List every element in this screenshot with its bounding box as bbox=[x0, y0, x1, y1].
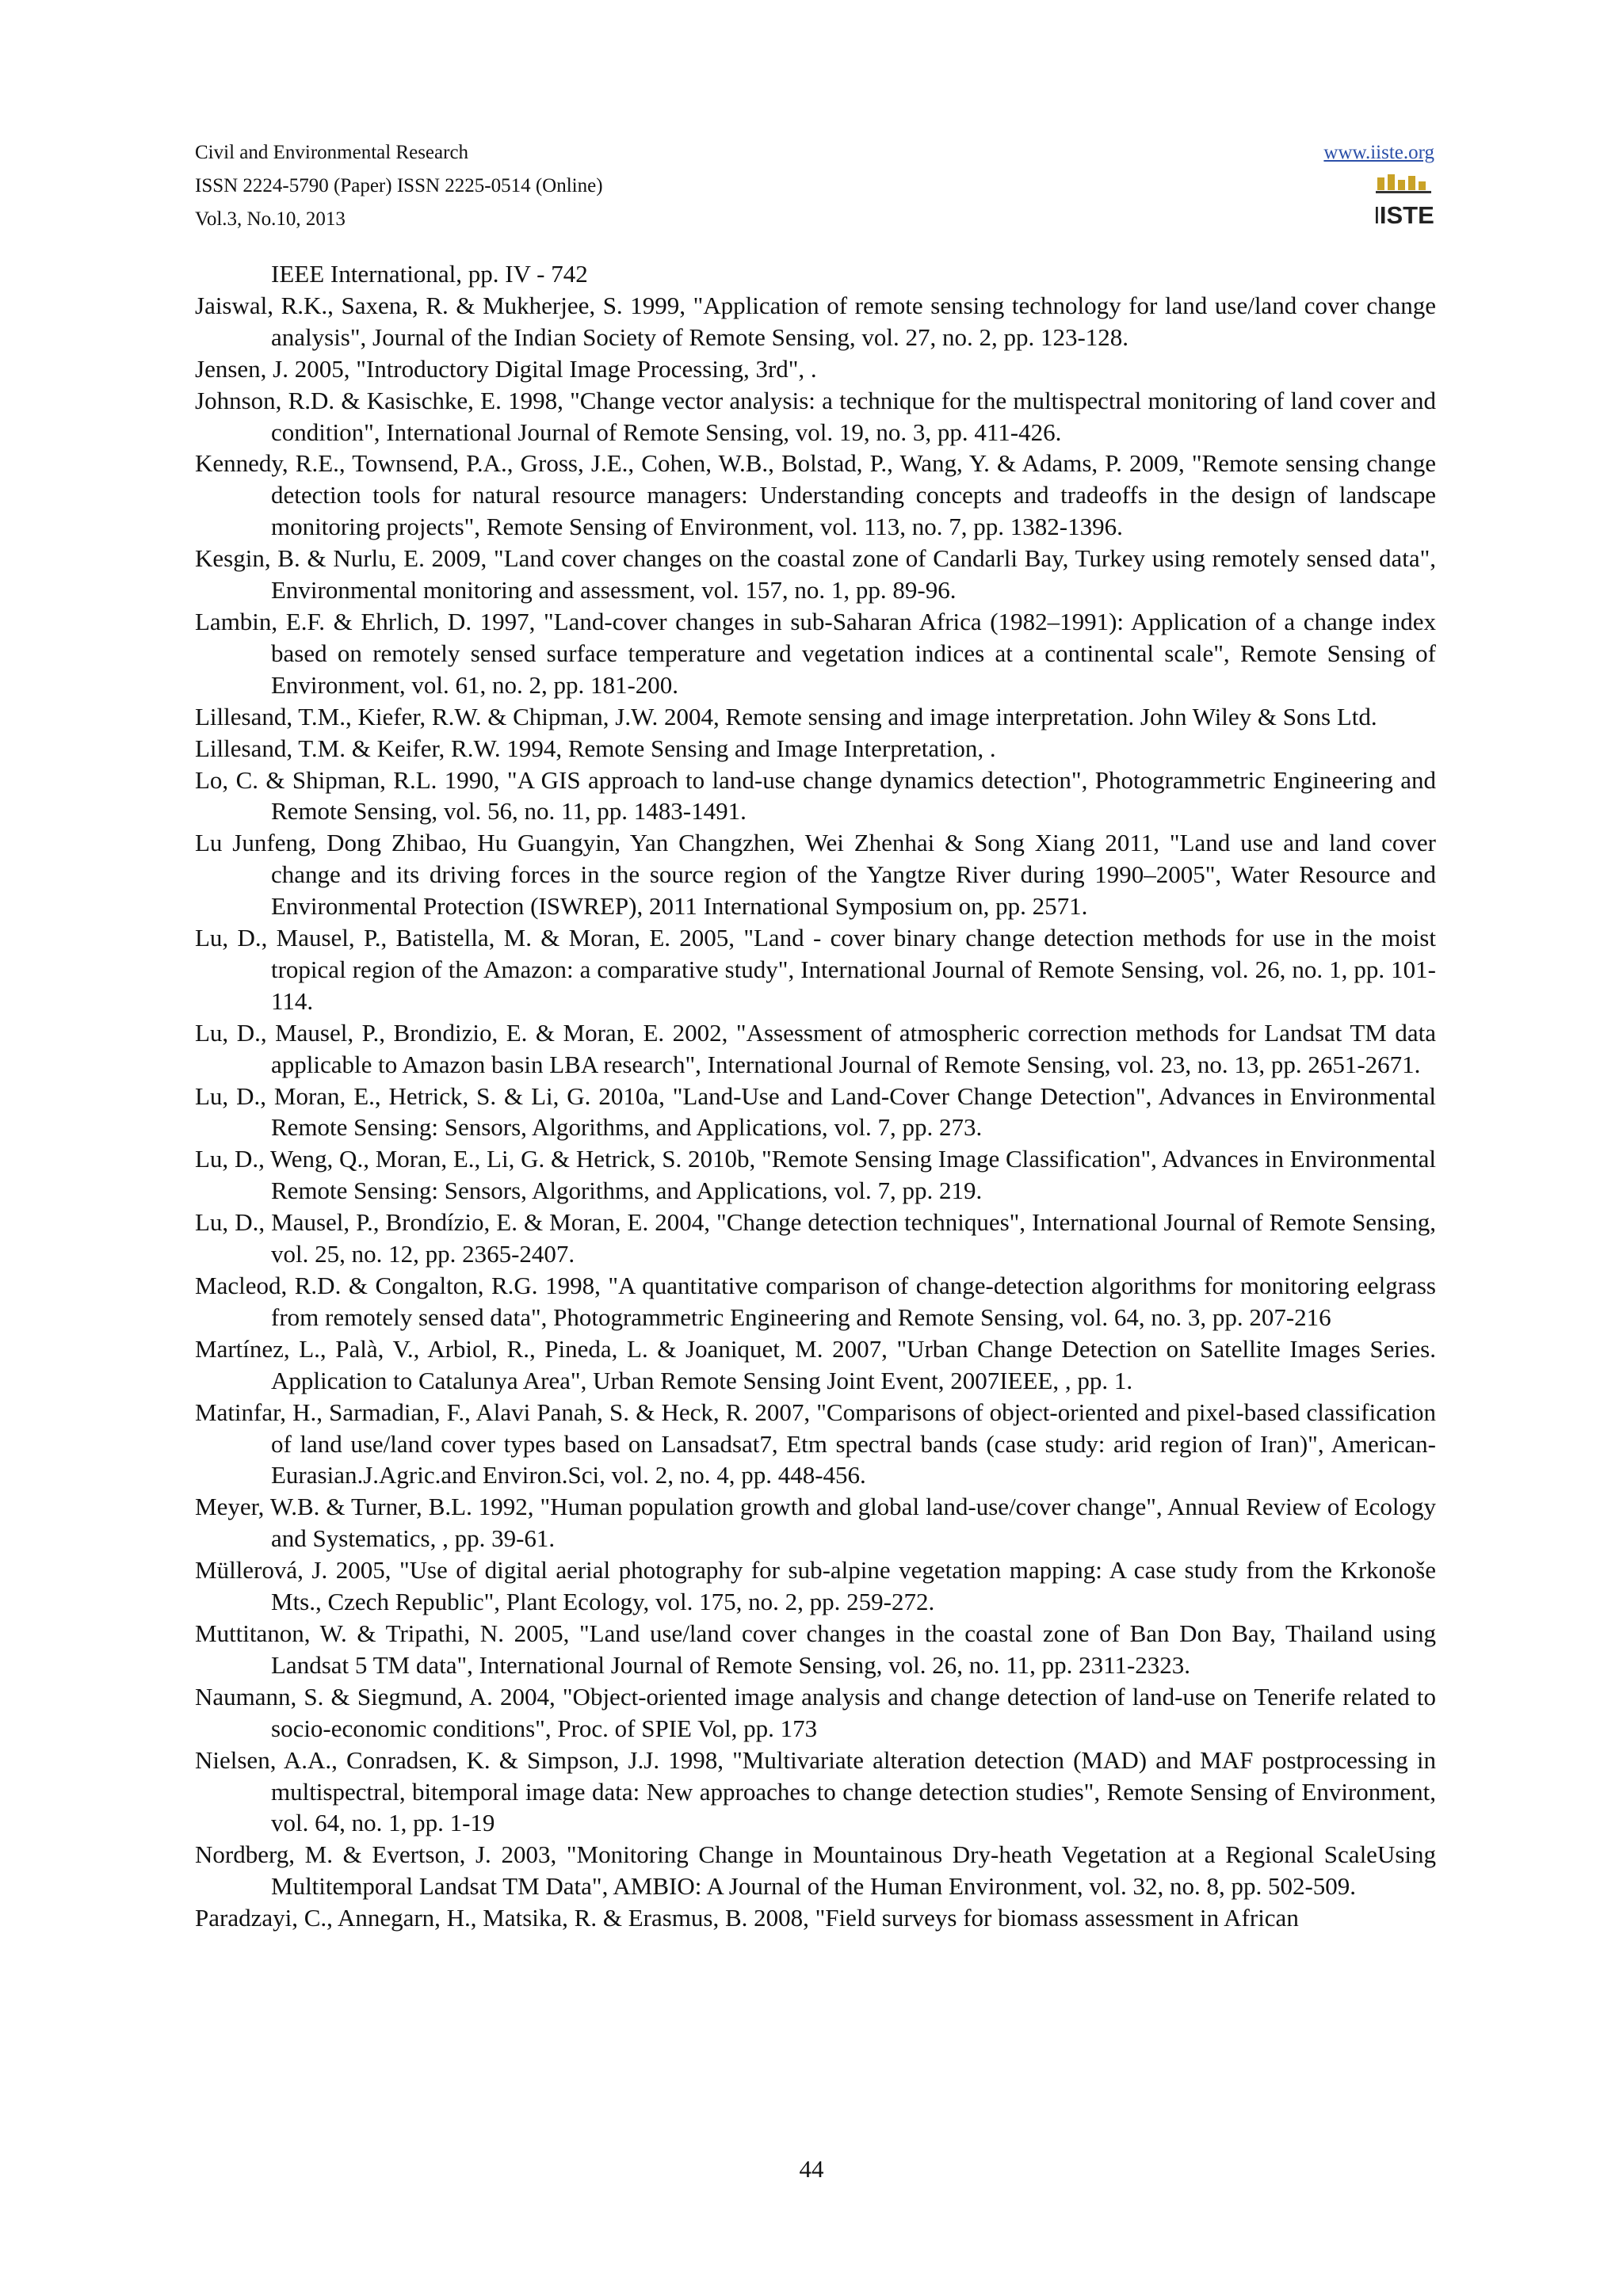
reference-item: Jaiswal, R.K., Saxena, R. & Mukherjee, S. 1999, "Application of remote sensing technology for land use/land cover change analysis", Journal of the Indian Society of Remote Sensing, vol. 27, no. 2, pp. 123-128. bbox=[195, 291, 1436, 351]
reference-item: Johnson, R.D. & Kasischke, E. 1998, "Change vector analysis: a technique for the multispectral monitoring of land cover and condition", International Journal of Remote Sensing, vol. 19, no. 3, pp. 411-426. bbox=[195, 386, 1436, 446]
iiste-logo-icon bbox=[1376, 173, 1434, 232]
journal-branding bbox=[1323, 136, 1434, 232]
reference-item: Lillesand, T.M., Kiefer, R.W. & Chipman, J.W. 2004, Remote sensing and image interpretation. John Wiley & Sons Ltd. bbox=[195, 702, 1377, 730]
reference-item: Martínez, L., Palà, V., Arbiol, R., Pineda, L. & Joaniquet, M. 2007, "Urban Change Detection on Satellite Images Series. Application to Catalunya Area", Urban Remote Sensing Joint Event, 2007IEEE, , pp. 1. bbox=[195, 1334, 1436, 1394]
reference-item: Lu, D., Weng, Q., Moran, E., Li, G. & Hetrick, S. 2010b, "Remote Sensing Image Classification", Advances in Environmental Remote Sensing: Sensors, Algorithms, and Applications, vol. 7, pp. 219. bbox=[195, 1145, 1436, 1205]
reference-item: Kennedy, R.E., Townsend, P.A., Gross, J.E., Cohen, W.B., Bolstad, P., Wang, Y. & Adams, P. 2009, "Remote sensing change detection tools for natural resource managers: Understanding concepts and tradeoffs in the design of landscape monitoring projects", Remote Sensing of Environment, vol. 113, no. 7, pp. 1382-1396. bbox=[195, 449, 1436, 541]
page-number: 44 bbox=[799, 2155, 824, 2183]
reference-item: Matinfar, H., Sarmadian, F., Alavi Panah, S. & Heck, R. 2007, "Comparisons of object-oriented and pixel-based classification of land use/land cover types based on Lansadsat7, Etm spectral bands (case study: arid region of Iran)", American-Eurasian.J.Agric.and Environ.Sci, vol. 2, no. 4, pp. 448-456. bbox=[195, 1398, 1436, 1489]
reference-item: Müllerová, J. 2005, "Use of digital aerial photography for sub-alpine vegetation mapping: A case study from the Krkonoše Mts., Czech Republic", Plant Ecology, vol. 175, no. 2, pp. 259-272. bbox=[195, 1556, 1436, 1616]
journal-issn: ISSN 2224-5790 (Paper) ISSN 2225-0514 (Online) bbox=[195, 175, 603, 196]
reference-item: Nielsen, A.A., Conradsen, K. & Simpson, J.J. 1998, "Multivariate alteration detection (MAD) and MAF postprocessing in multispectral, bitemporal image data: New approaches to change detection studies", Remote Sensing of Environment, vol. 64, no. 1, pp. 1-19 bbox=[195, 1745, 1436, 1837]
reference-item: Nordberg, M. & Evertson, J. 2003, "Monitoring Change in Mountainous Dry-heath Vegetation at a Regional ScaleUsing Multitemporal Landsat TM Data", AMBIO: A Journal of the Human Environment, vol. 32, no. 8, pp. 502-509. bbox=[195, 1840, 1436, 1901]
reference-item: Lu, D., Mausel, P., Brondizio, E. & Moran, E. 2002, "Assessment of atmospheric correction methods for Landsat TM data applicable to Amazon basin LBA research", International Journal of Remote Sensing, vol. 23, no. 13, pp. 2651-2671. bbox=[195, 1018, 1436, 1078]
reference-item: Muttitanon, W. & Tripathi, N. 2005, "Land use/land cover changes in the coastal zone of Ban Don Bay, Thailand using Landsat 5 TM data", International Journal of Remote Sensing, vol. 26, no. 11, pp. 2311-2323. bbox=[195, 1619, 1436, 1679]
journal-volume: Vol.3, No.10, 2013 bbox=[195, 208, 346, 230]
reference-item: Lu, D., Mausel, P., Batistella, M. & Moran, E. 2005, "Land ‐ cover binary change detection methods for use in the moist tropical region of the Amazon: a comparative study", International Journal of Remote Sensing, vol. 26, no. 1, pp. 101-114. bbox=[195, 924, 1436, 1015]
reference-item: Macleod, R.D. & Congalton, R.G. 1998, "A quantitative comparison of change-detection algorithms for monitoring eelgrass from remotely sensed data", Photogrammetric Engineering and Remote Sensing, vol. 64, no. 3, pp. 207-216 bbox=[195, 1272, 1436, 1331]
reference-item: Lo, C. & Shipman, R.L. 1990, "A GIS approach to land-use change dynamics detection", Photogrammetric Engineering and Remote Sensing, vol. 56, no. 11, pp. 1483-1491. bbox=[195, 765, 1436, 826]
reference-item: Lambin, E.F. & Ehrlich, D. 1997, "Land-cover changes in sub-Saharan Africa (1982–1991): Application of a change index based on remotely sensed surface temperature and vegetation indices at a continental scale", Remote Sensing of Environment, vol. 61, no. 2, pp. 181-200. bbox=[195, 607, 1436, 699]
reference-item: Lu, D., Mausel, P., Brondízio, E. & Moran, E. 2004, "Change detection techniques", International Journal of Remote Sensing, vol. 25, no. 12, pp. 2365-2407. bbox=[195, 1208, 1436, 1268]
svg-text:IISTE: IISTE bbox=[1376, 201, 1434, 228]
journal-header bbox=[195, 136, 908, 236]
reference-item: Lu, D., Moran, E., Hetrick, S. & Li, G. 2010a, "Land-Use and Land-Cover Change Detection", Advances in Environmental Remote Sensing: Sensors, Algorithms, and Applications, vol. 7, pp. 273. bbox=[195, 1081, 1436, 1142]
reference-item: Jensen, J. 2005, "Introductory Digital Image Processing, 3rd", . bbox=[195, 354, 817, 383]
reference-item: Lu Junfeng, Dong Zhibao, Hu Guangyin, Yan Changzhen, Wei Zhenhai & Song Xiang 2011, "Land use and land cover change and its driving forces in the source region of the Yangtze River during 1990–2005", Water Resource and Environmental Protection (ISWREP), 2011 International Symposium on, pp. 2571. bbox=[195, 829, 1436, 921]
reference-item: Naumann, S. & Siegmund, A. 2004, "Object-oriented image analysis and change detection of land-use on Tenerife related to socio-economic conditions", Proc. of SPIE Vol, pp. 173 bbox=[195, 1682, 1436, 1742]
journal-title: Civil and Environmental Research bbox=[195, 142, 469, 163]
reference-item: Meyer, W.B. & Turner, B.L. 1992, "Human population growth and global land-use/cover change", Annual Review of Ecology and Systematics, , pp. 39-61. bbox=[195, 1493, 1436, 1553]
reference-continuation: IEEE International, pp. IV - 742 bbox=[271, 260, 588, 288]
reference-list bbox=[195, 258, 1436, 1934]
website-link[interactable]: www.iiste.org bbox=[1323, 142, 1434, 163]
reference-item: Paradzayi, C., Annegarn, H., Matsika, R. & Erasmus, B. 2008, "Field surveys for biomass assessment in African bbox=[195, 1904, 1299, 1932]
reference-item: Kesgin, B. & Nurlu, E. 2009, "Land cover changes on the coastal zone of Candarli Bay, Turkey using remotely sensed data", Environmental monitoring and assessment, vol. 157, no. 1, pp. 89-96. bbox=[195, 544, 1436, 605]
reference-item: Lillesand, T.M. & Keifer, R.W. 1994, Remote Sensing and Image Interpretation, . bbox=[195, 734, 996, 762]
